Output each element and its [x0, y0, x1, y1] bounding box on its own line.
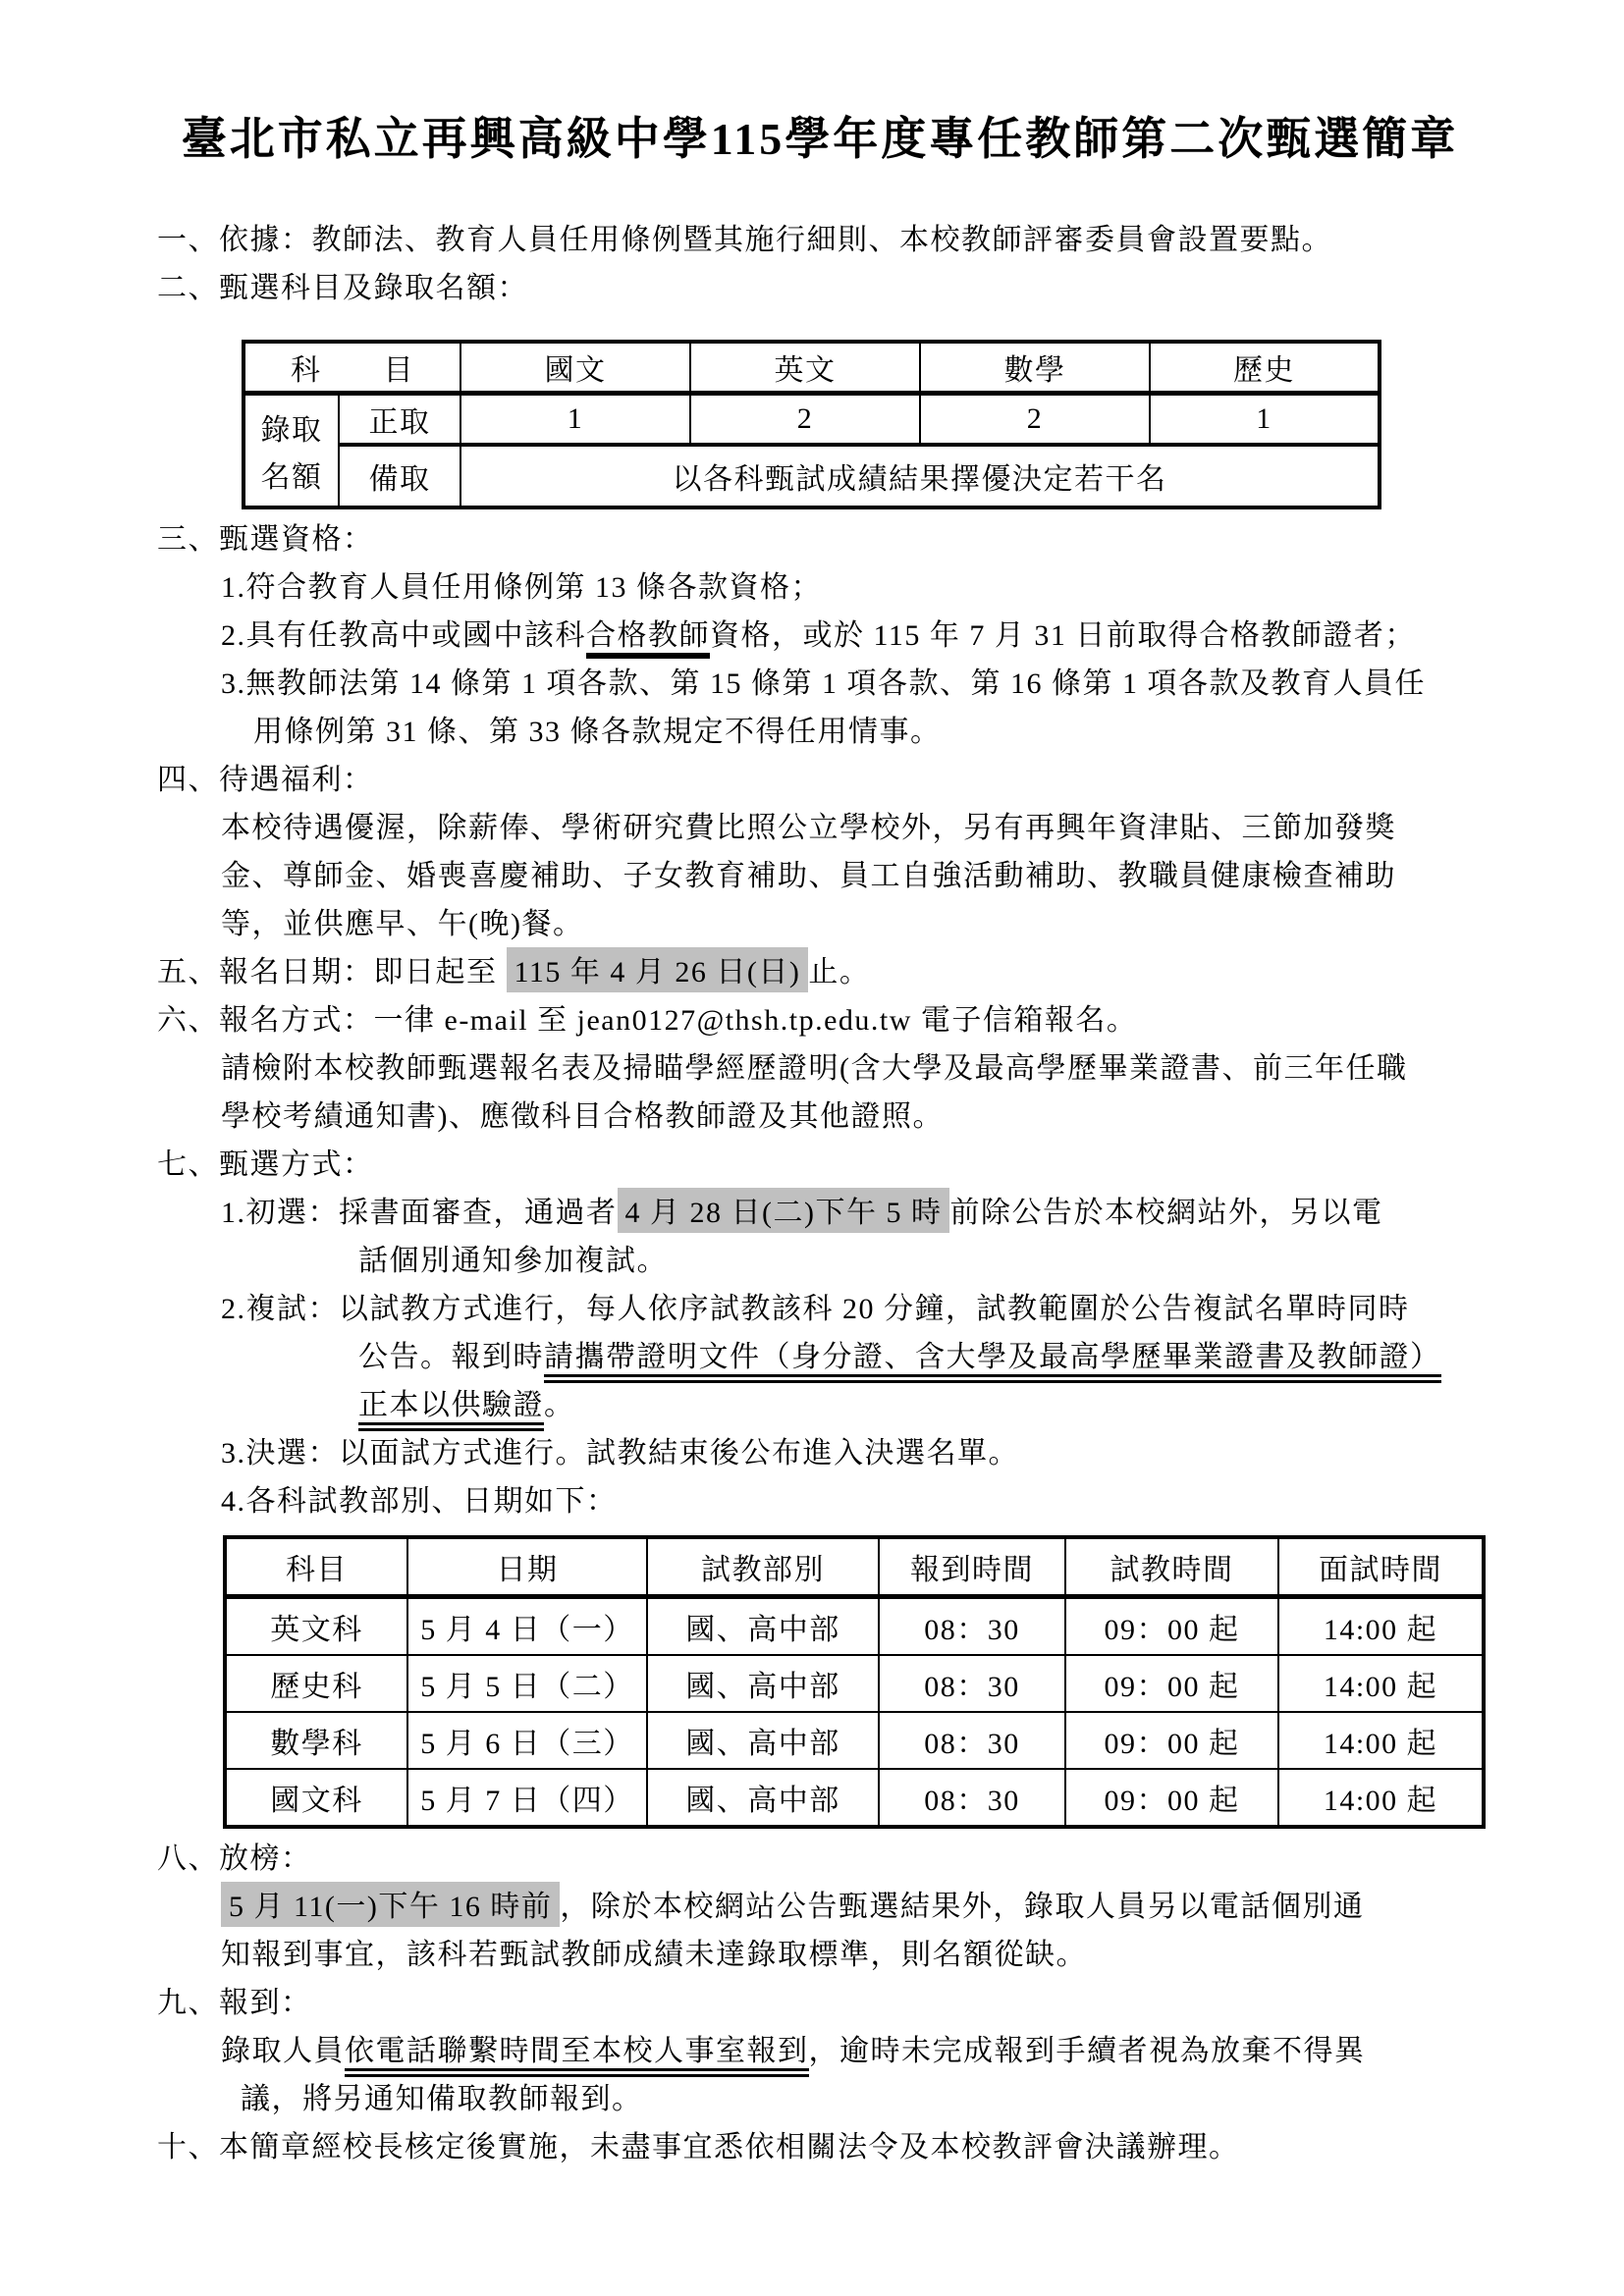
first-round-date-highlight: 4 月 28 日(二)下午 5 時: [618, 1188, 950, 1233]
schedule-header-date: 日期: [407, 1537, 647, 1597]
section-7-item-4-text: 4.各科試教部別、日期如下：: [221, 1485, 618, 1518]
section-9-heading: [157, 1979, 1502, 2027]
section-4-line-2: [157, 852, 1502, 900]
section-4-line-3: [157, 900, 1502, 948]
section-8-line-1-post: ，除於本校網站公告甄選結果外，錄取人員另以電話個別通: [560, 1891, 1365, 1923]
documents-required-underlined: 請攜帶證明文件（身分證、含大學及最高學歷畢業證書及教師證）: [544, 1341, 1441, 1383]
quota-subject-math: 數學: [920, 342, 1150, 394]
section-10-final-provision: [157, 2123, 1502, 2171]
section-8-line-2-text: 知報到事宜，該科若甄試教師成績未達錄取標準，則名額從缺。: [221, 1939, 1087, 1971]
section-6-line-2: [157, 1044, 1502, 1093]
section-3-item-3-line-1-text: 3.無教師法第 14 條第 1 項各款、第 15 條第 1 項各款、第 16 條第 1 項各款及教育人員任: [221, 667, 1426, 700]
document-content: [157, 0, 1502, 2171]
section-3-item-2-pre: 2.具有任教高中或國中該科: [221, 619, 586, 652]
quota-table-header-row: [244, 342, 1380, 394]
quota-waitlist-row: [244, 445, 1380, 507]
section-7-item-2-line-2: [157, 1333, 1502, 1381]
quota-waitlist-note: 以各科甄試成績結果擇優決定若干名: [460, 445, 1380, 507]
quota-subject-english: 英文: [690, 342, 920, 394]
originals-for-verification-underlined: 正本以供驗證: [358, 1389, 544, 1431]
cell-subject: 歷史科: [225, 1655, 407, 1712]
section-6-line-3: [157, 1093, 1502, 1141]
section-5-post: 止。: [808, 956, 871, 988]
cell-demo: 09：00 起: [1065, 1712, 1278, 1769]
quota-regular-english: 2: [690, 394, 920, 446]
schedule-header-checkin-time: 報到時間: [879, 1537, 1065, 1597]
section-8-heading: [157, 1835, 1502, 1883]
cell-subject: 國文科: [225, 1769, 407, 1827]
quota-group-label-cell: [244, 394, 339, 508]
section-6-line-2-text: 請檢附本校教師甄選報名表及掃瞄學經歷證明(含大學及最高學歷畢業證書、前三年任職: [221, 1052, 1408, 1085]
schedule-header-interview-time: 面試時間: [1278, 1537, 1484, 1597]
cell-division: 國、高中部: [647, 1769, 879, 1827]
schedule-row-english: [225, 1597, 1484, 1656]
cell-date: 5 月 7 日（四）: [407, 1769, 647, 1827]
cell-demo: 09：00 起: [1065, 1597, 1278, 1656]
quota-subject-header-cell: 科 目: [244, 342, 460, 394]
quota-group-label-top: 錄取: [260, 414, 323, 447]
section-10-text: 十、本簡章經校長核定後實施，未盡事宜悉依相關法令及本校教評會決議辦理。: [157, 2131, 1240, 2163]
schedule-header-demo-time: 試教時間: [1065, 1537, 1278, 1597]
cell-division: 國、高中部: [647, 1712, 879, 1769]
cell-demo: 09：00 起: [1065, 1769, 1278, 1827]
section-7-item-2-line-3: [157, 1381, 1502, 1429]
section-4-line-2-text: 金、尊師金、婚喪喜慶補助、子女教育補助、員工自強活動補助、教職員健康檢查補助: [221, 860, 1396, 892]
cell-date: 5 月 5 日（二）: [407, 1655, 647, 1712]
cell-interview: 14:00 起: [1278, 1712, 1484, 1769]
registration-deadline-highlight: 115 年 4 月 26 日(日): [507, 947, 809, 992]
section-9-heading-text: 九、報到：: [157, 1987, 312, 2019]
section-7-heading-text: 七、甄選方式：: [157, 1148, 374, 1181]
results-date-highlight: 5 月 11(一)下午 16 時前: [221, 1882, 560, 1927]
schedule-row-history: [225, 1655, 1484, 1712]
section-7-heading: [157, 1141, 1502, 1189]
section-7-item-2-line-1-text: 2.複試：以試教方式進行，每人依序試教該科 20 分鐘，試教範圍於公告複試名單時同時: [221, 1293, 1410, 1325]
cell-date: 5 月 6 日（三）: [407, 1712, 647, 1769]
section-6-line-3-text: 學校考績通知書)、應徵科目合格教師證及其他證照。: [221, 1100, 944, 1133]
section-3-item-2-post: 資格，或於 115 年 7 月 31 日前取得合格教師證者；: [710, 619, 1416, 652]
section-9-line-1-pre: 錄取人員: [221, 2035, 345, 2067]
cell-subject: 英文科: [225, 1597, 407, 1656]
schedule-header-subject: 科目: [225, 1537, 407, 1597]
cell-subject: 數學科: [225, 1712, 407, 1769]
section-7-item-1-line-2-text: 話個別通知參加複試。: [358, 1245, 668, 1277]
section-6-line-1: [157, 996, 1502, 1044]
cell-checkin: 08：30: [879, 1597, 1065, 1656]
section-3-item-3-line-2: [157, 708, 1502, 756]
section-5-registration-date: [157, 948, 1502, 996]
section-3-item-1-text: 1.符合教育人員任用條例第 13 條各款資格；: [221, 571, 822, 604]
cell-division: 國、高中部: [647, 1655, 879, 1712]
section-8-line-1: [157, 1883, 1502, 1931]
section-7-item-1-pre: 1.初選：採書面審查，通過者: [221, 1197, 618, 1229]
section-4-line-1: [157, 804, 1502, 852]
quota-regular-row: [244, 394, 1380, 446]
section-9-line-2: [157, 2075, 1502, 2123]
section-4-line-1-text: 本校待遇優渥，除薪俸、學術研究費比照公立學校外，另有再興年資津貼、三節加發獎: [221, 812, 1396, 844]
section-2-text: 二、甄選科目及錄取名額：: [157, 272, 528, 304]
section-7-item-3: [157, 1429, 1502, 1477]
cell-checkin: 08：30: [879, 1712, 1065, 1769]
cell-demo: 09：00 起: [1065, 1655, 1278, 1712]
section-7-item-4: [157, 1477, 1502, 1525]
section-5-pre: 五、報名日期：即日起至: [157, 956, 507, 988]
section-4-heading-text: 四、待遇福利：: [157, 764, 374, 796]
schedule-row-math: [225, 1712, 1484, 1769]
schedule-header-row: [225, 1537, 1484, 1597]
section-7-item-2-line-3-post: 。: [544, 1389, 575, 1421]
schedule-header-division: 試教部別: [647, 1537, 879, 1597]
cell-interview: 14:00 起: [1278, 1597, 1484, 1656]
section-9-line-1-post: ，逾時未完成報到手續者視為放棄不得異: [808, 2035, 1366, 2067]
section-7-item-1-post: 前除公告於本校網站外，另以電: [949, 1197, 1383, 1229]
quota-group-label-bottom: 名額: [260, 461, 323, 494]
cell-interview: 14:00 起: [1278, 1655, 1484, 1712]
cell-date: 5 月 4 日（一）: [407, 1597, 647, 1656]
page-title: 臺北市私立再興高級中學115學年度專任教師第二次甄選簡章: [181, 114, 1459, 164]
section-3-heading: [157, 515, 1502, 563]
section-3-heading-text: 三、甄選資格：: [157, 523, 374, 556]
section-9-line-1: [157, 2027, 1502, 2075]
cell-checkin: 08：30: [879, 1655, 1065, 1712]
quota-regular-math: 2: [920, 394, 1150, 446]
section-1-text: 一、依據：教師法、教育人員任用條例暨其施行細則、本校教師評審委員會設置要點。: [157, 224, 1332, 256]
section-7-item-1-line-2: [157, 1237, 1502, 1285]
section-7-item-3-text: 3.決選：以面試方式進行。試教結束後公布進入決選名單。: [221, 1437, 1019, 1469]
section-7-item-1-line-1: [157, 1189, 1502, 1237]
cell-interview: 14:00 起: [1278, 1769, 1484, 1827]
section-7-item-2-line-2-pre: 公告。報到時: [358, 1341, 544, 1373]
quota-regular-chinese: 1: [460, 394, 690, 446]
section-9-line-2-text: 議，將另通知備取教師報到。: [241, 2083, 643, 2115]
checkin-instruction-underlined: 依電話聯繫時間至本校人事室報到: [345, 2035, 809, 2077]
section-1-basis: [157, 216, 1502, 264]
quota-waitlist-label: 備取: [339, 445, 460, 507]
cell-division: 國、高中部: [647, 1597, 879, 1656]
section-3-item-2: [157, 612, 1502, 660]
section-2-heading: [157, 264, 1502, 312]
quota-subject-history: 歷史: [1150, 342, 1380, 394]
quota-regular-label: 正取: [339, 394, 460, 446]
section-7-item-2-line-1: [157, 1285, 1502, 1333]
section-3-item-3-line-1: [157, 660, 1502, 708]
section-3-item-1: [157, 563, 1502, 612]
qualified-teacher-underlined: 合格教師: [586, 619, 710, 659]
section-8-heading-text: 八、放榜：: [157, 1842, 312, 1875]
section-3-item-3-line-2-text: 用條例第 31 條、第 33 條各款規定不得任用情事。: [253, 716, 942, 748]
quota-table: [242, 340, 1381, 509]
schedule-table: [223, 1535, 1486, 1829]
section-6-email-line: 六、報名方式：一律 e-mail 至 jean0127@thsh.tp.edu.tw 電子信箱報名。: [157, 1004, 1138, 1037]
section-4-heading: [157, 756, 1502, 804]
schedule-row-chinese: [225, 1769, 1484, 1827]
quota-subject-chinese: 國文: [460, 342, 690, 394]
quota-group-label: [246, 400, 337, 502]
section-4-line-3-text: 等，並供應早、午(晚)餐。: [221, 908, 584, 940]
quota-regular-history: 1: [1150, 394, 1380, 446]
section-8-line-2: [157, 1931, 1502, 1979]
cell-checkin: 08：30: [879, 1769, 1065, 1827]
